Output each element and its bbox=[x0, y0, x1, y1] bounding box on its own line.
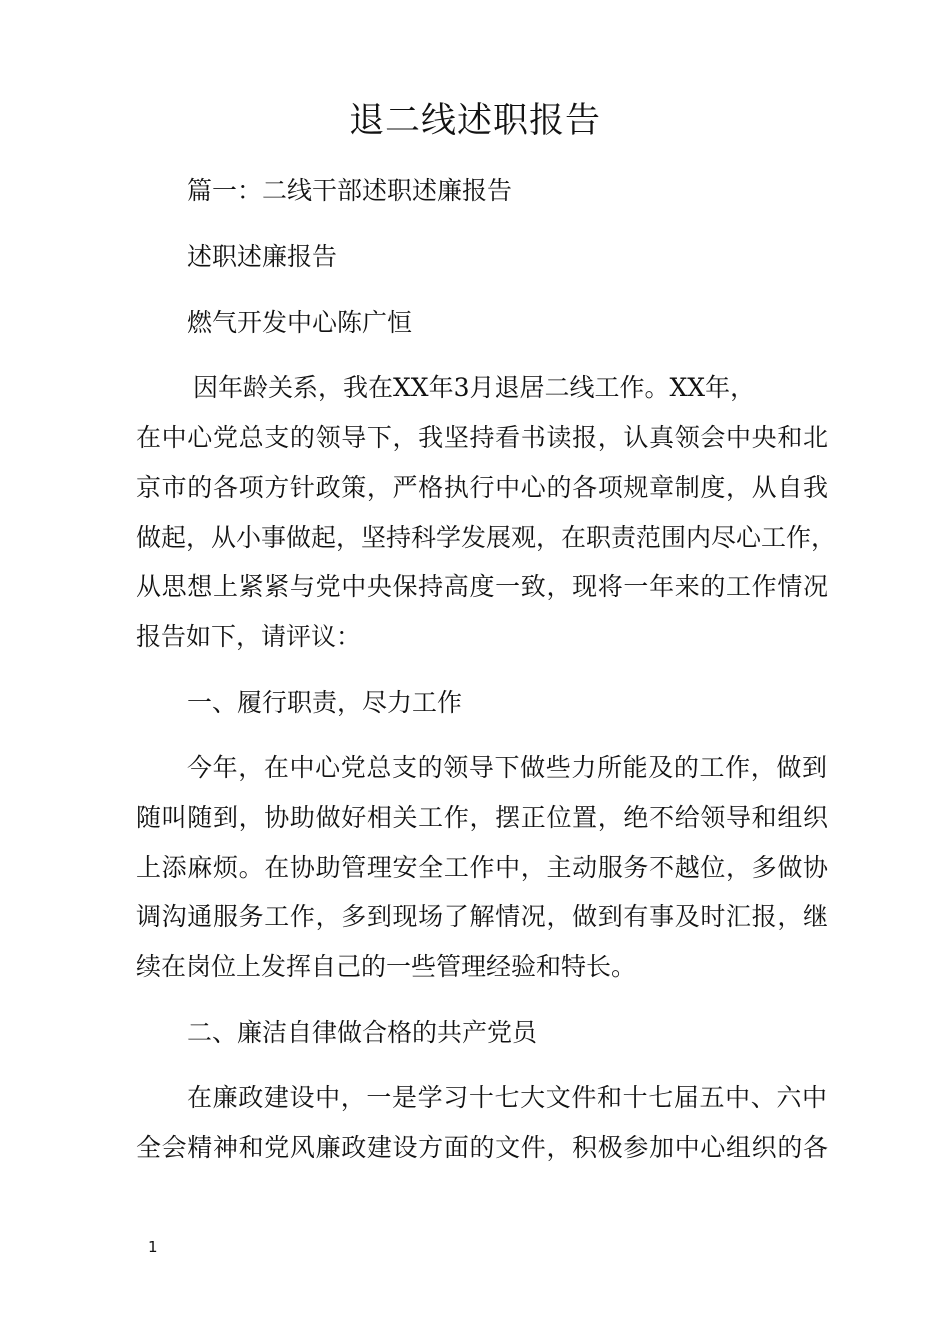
paragraph-line: 调沟通服务工作，多到现场了解情况，做到有事及时汇报，继 bbox=[136, 902, 828, 931]
subtitle: 述职述廉报告 bbox=[187, 242, 338, 271]
paragraph-line: 因年龄关系，我在XX年3月退居二线工作。XX年， bbox=[193, 373, 756, 402]
document-title: 退二线述职报告 bbox=[348, 101, 601, 141]
paragraph-line: 在廉政建设中，一是学习十七大文件和十七届五中、六中 bbox=[187, 1083, 827, 1112]
paragraph-line: 从思想上紧紧与党中央保持高度一致，现将一年来的工作情况 bbox=[136, 572, 828, 601]
paragraph-line: 做起，从小事做起，坚持科学发展观，在职责范围内尽心工作， bbox=[136, 523, 837, 552]
paragraph-line: 随叫随到，协助做好相关工作，摆正位置，绝不给领导和组织 bbox=[136, 803, 828, 832]
paragraph-line: 报告如下，请评议： bbox=[136, 622, 362, 651]
section-heading: 二、廉洁自律做合格的共产党员 bbox=[187, 1018, 538, 1047]
paragraph-line: 京市的各项方针政策，严格执行中心的各项规章制度，从自我 bbox=[136, 473, 828, 502]
paragraph-line: 续在岗位上发挥自己的一些管理经验和特长。 bbox=[136, 952, 637, 981]
page-number: 1 bbox=[148, 1238, 158, 1256]
paragraph-line: 在中心党总支的领导下，我坚持看书读报，认真领会中央和北 bbox=[136, 423, 828, 452]
paragraph-line: 今年，在中心党总支的领导下做些力所能及的工作，做到 bbox=[187, 753, 827, 782]
section-heading: 一、履行职责，尽力工作 bbox=[187, 688, 463, 717]
paragraph-line: 全会精神和党风廉政建设方面的文件，积极参加中心组织的各 bbox=[136, 1133, 828, 1162]
section-heading: 篇一：二线干部述职述廉报告 bbox=[187, 176, 513, 205]
author-line: 燃气开发中心陈广恒 bbox=[187, 308, 413, 337]
paragraph-line: 上添麻烦。在协助管理安全工作中，主动服务不越位，多做协 bbox=[136, 853, 828, 882]
